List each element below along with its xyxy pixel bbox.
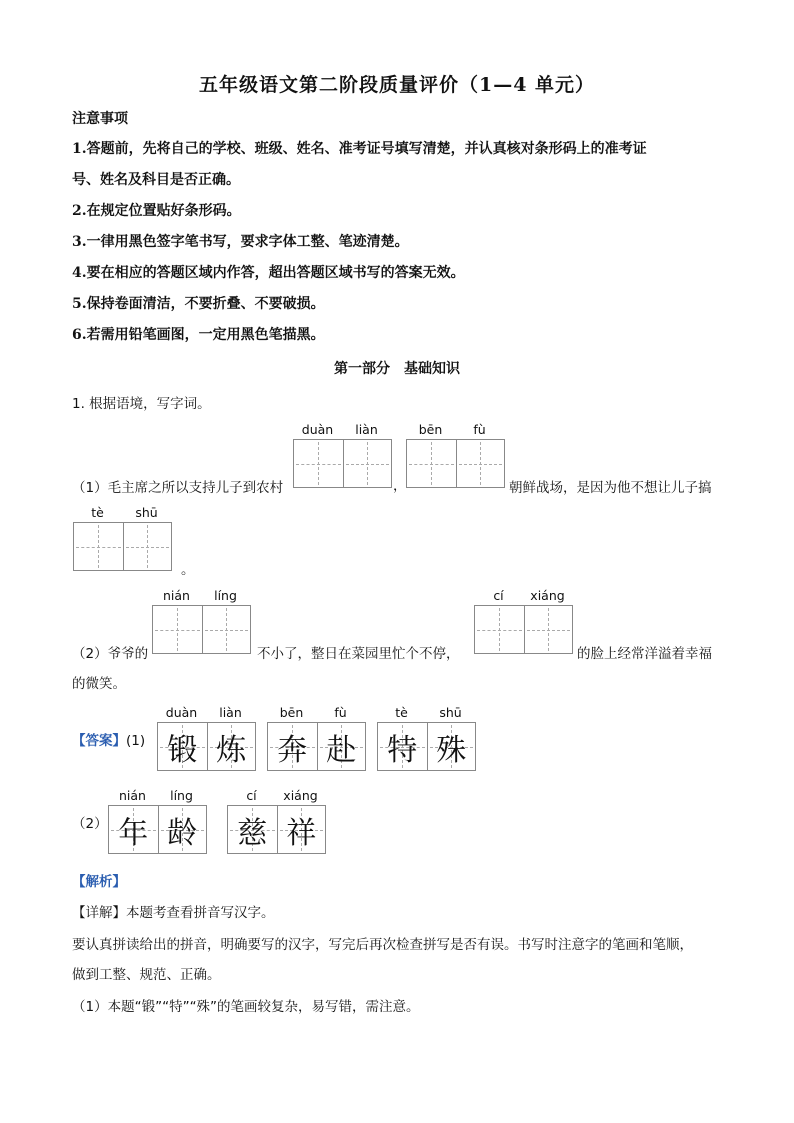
pinyin-label: líng: [214, 588, 237, 603]
notice-item: 4.要在相应的答题区域内作答，超出答题区域书写的答案无效。: [72, 265, 465, 281]
analysis-line: 做到工整、规范、正确。: [72, 967, 221, 983]
analysis-line: 要认真拼读给出的拼音，明确要写的汉字，写完后再次检查拼写是否有误。书写时注意字的笔画和笔顺，: [72, 937, 693, 953]
question-stem: 1. 根据语境，写字词。: [72, 396, 211, 412]
pinyin-label: xiáng: [530, 588, 565, 603]
sentence-1-end: 朝鲜战场，是因为他不想让儿子搞: [509, 480, 712, 496]
pinyin-label: nián: [119, 788, 146, 803]
answer-part-2: （2）: [72, 816, 108, 832]
notice-item: 2.在规定位置贴好条形码。: [72, 203, 241, 219]
sentence-2-end: 的脸上经常洋溢着幸福: [577, 646, 712, 662]
section-heading: 第一部分 基础知识: [334, 361, 460, 377]
pinyin-label: nián: [163, 588, 190, 603]
sentence-2-line2: 的微笑。: [72, 676, 126, 692]
sentence-2-start: （2）爷爷的: [72, 646, 149, 662]
answer-label: [72, 729, 145, 749]
analysis-tag: 【解析】: [72, 874, 126, 890]
answer-char: 炼: [216, 732, 247, 768]
analysis-line: （1）本题“锻”“特”“殊”的笔画较复杂，易写错，需注意。: [72, 999, 420, 1015]
period: 。: [181, 562, 195, 578]
pinyin-label: tè: [395, 705, 408, 720]
notice-item: 号、姓名及科目是否正确。: [72, 172, 240, 188]
sentence-2-mid: 不小了，整日在菜园里忙个不停，: [257, 646, 460, 662]
answer-box-teshu[interactable]: [73, 522, 172, 571]
answer-char: 殊: [436, 732, 467, 768]
pinyin-label: liàn: [355, 422, 378, 437]
answer-char: 奔: [277, 732, 308, 768]
answer-chars-nianling: [108, 805, 207, 854]
pinyin-label: duàn: [301, 422, 334, 437]
notice-item: 5.保持卷面清洁，不要折叠、不要破损。: [72, 296, 325, 312]
pinyin-label: bēn: [418, 422, 443, 437]
pinyin-label: xiáng: [283, 788, 318, 803]
answer-char: 年: [118, 815, 149, 851]
answer-box-cixiang[interactable]: [474, 605, 573, 654]
answer-tag: 【答案】: [72, 733, 126, 749]
notice-item: 3.一律用黑色签字笔书写，要求字体工整、笔迹清楚。: [72, 234, 409, 250]
notice-item: 6.若需用铅笔画图，一定用黑色笔描黑。: [72, 327, 325, 343]
answer-box-benfu[interactable]: [406, 439, 505, 488]
answer-part-1: (1): [126, 733, 146, 749]
pinyin-label: fù: [334, 705, 347, 720]
pinyin-label: liàn: [219, 705, 242, 720]
pinyin-label: cí: [493, 588, 504, 603]
comma: ，: [393, 478, 407, 494]
analysis-detail: 【详解】本题考查看拼音写汉字。: [72, 905, 275, 921]
answer-char: 锻: [167, 732, 198, 768]
answer-char: 赴: [326, 732, 357, 768]
answer-chars-teshu: [377, 722, 476, 771]
answer-chars-cixiang: [227, 805, 326, 854]
answer-box-duanlian[interactable]: [293, 439, 392, 488]
answer-char: 祥: [286, 815, 317, 851]
answer-char: 慈: [237, 815, 268, 851]
pinyin-label: cí: [246, 788, 257, 803]
answer-chars-duanlian: [157, 722, 256, 771]
notice-item: 1.答题前，先将自己的学校、班级、姓名、准考证号填写清楚，并认真核对条形码上的准考证: [72, 141, 647, 157]
answer-char: 龄: [167, 815, 198, 851]
pinyin-label: duàn: [165, 705, 198, 720]
notice-list: [72, 134, 647, 351]
pinyin-label: shū: [439, 705, 462, 720]
answer-char: 特: [387, 732, 418, 768]
pinyin-label: líng: [170, 788, 193, 803]
pinyin-label: shū: [135, 505, 158, 520]
pinyin-label: fù: [473, 422, 486, 437]
pinyin-label: tè: [91, 505, 104, 520]
notice-heading: 注意事项: [72, 111, 128, 127]
sentence-1-start: （1）毛主席之所以支持儿子到农村: [72, 480, 284, 496]
pinyin-label: bēn: [279, 705, 304, 720]
answer-box-nianling[interactable]: [152, 605, 251, 654]
page-title: 五年级语文第二阶段质量评价（1—4 单元）: [198, 74, 596, 96]
answer-chars-benfu: [267, 722, 366, 771]
